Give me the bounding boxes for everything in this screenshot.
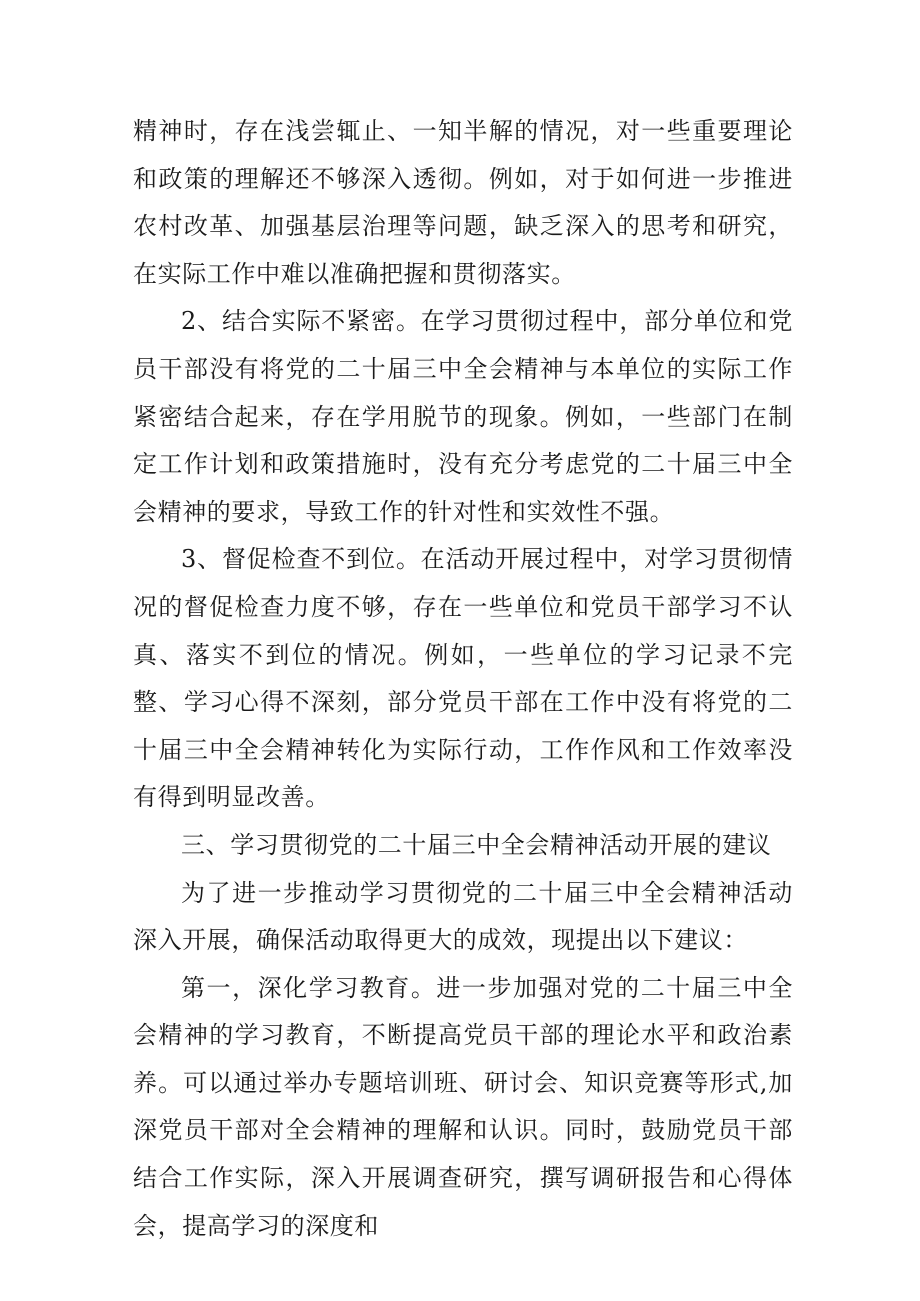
document-body xyxy=(133,108,793,1250)
paragraph-intro: 为了进一步推动学习贯彻党的二十届三中全会精神活动深入开展，确保活动取得更大的成效，现提出以下建议： xyxy=(133,878,793,955)
paragraph-first-suggestion: 第一，深化学习教育。进一步加强对党的二十届三中全会精神的学习教育，不断提高党员干部的理论水平和政治素养。可以通过举办专题培训班、研讨会、知识竞赛等形式,加深党员干部对全会精神的理解和认识。同时，鼓励党员干部结合工作实际，深入开展调查研究，撰写调研报告和心得体会，提高学习的深度和 xyxy=(133,973,793,1240)
paragraph-point-3: 3、督促检查不到位。在活动开展过程中，对学习贯彻情况的督促检查力度不够，存在一些单位和党员干部学习不认真、落实不到位的情况。例如，一些单位的学习记录不完整、学习心得不深刻，部分党员干部在工作中没有将党的二十届三中全会精神转化为实际行动，工作作风和工作效率没有得到明显改善。 xyxy=(133,545,793,812)
paragraph-point-2: 2、结合实际不紧密。在学习贯彻过程中，部分单位和党员干部没有将党的二十届三中全会精神与本单位的实际工作紧密结合起来，存在学用脱节的现象。例如，一些部门在制定工作计划和政策措施时，没有充分考虑党的二十届三中全会精神的要求，导致工作的针对性和实效性不强。 xyxy=(133,307,793,526)
section-heading-3: 三、学习贯彻党的二十届三中全会精神活动开展的建议 xyxy=(181,830,772,859)
paragraph-continuation: 精神时，存在浅尝辄止、一知半解的情况，对一些重要理论和政策的理解还不够深入透彻。例如，对于如何进一步推进农村改革、加强基层治理等问题，缺乏深入的思考和研究，在实际工作中难以准确把握和贯彻落实。 xyxy=(133,117,793,288)
